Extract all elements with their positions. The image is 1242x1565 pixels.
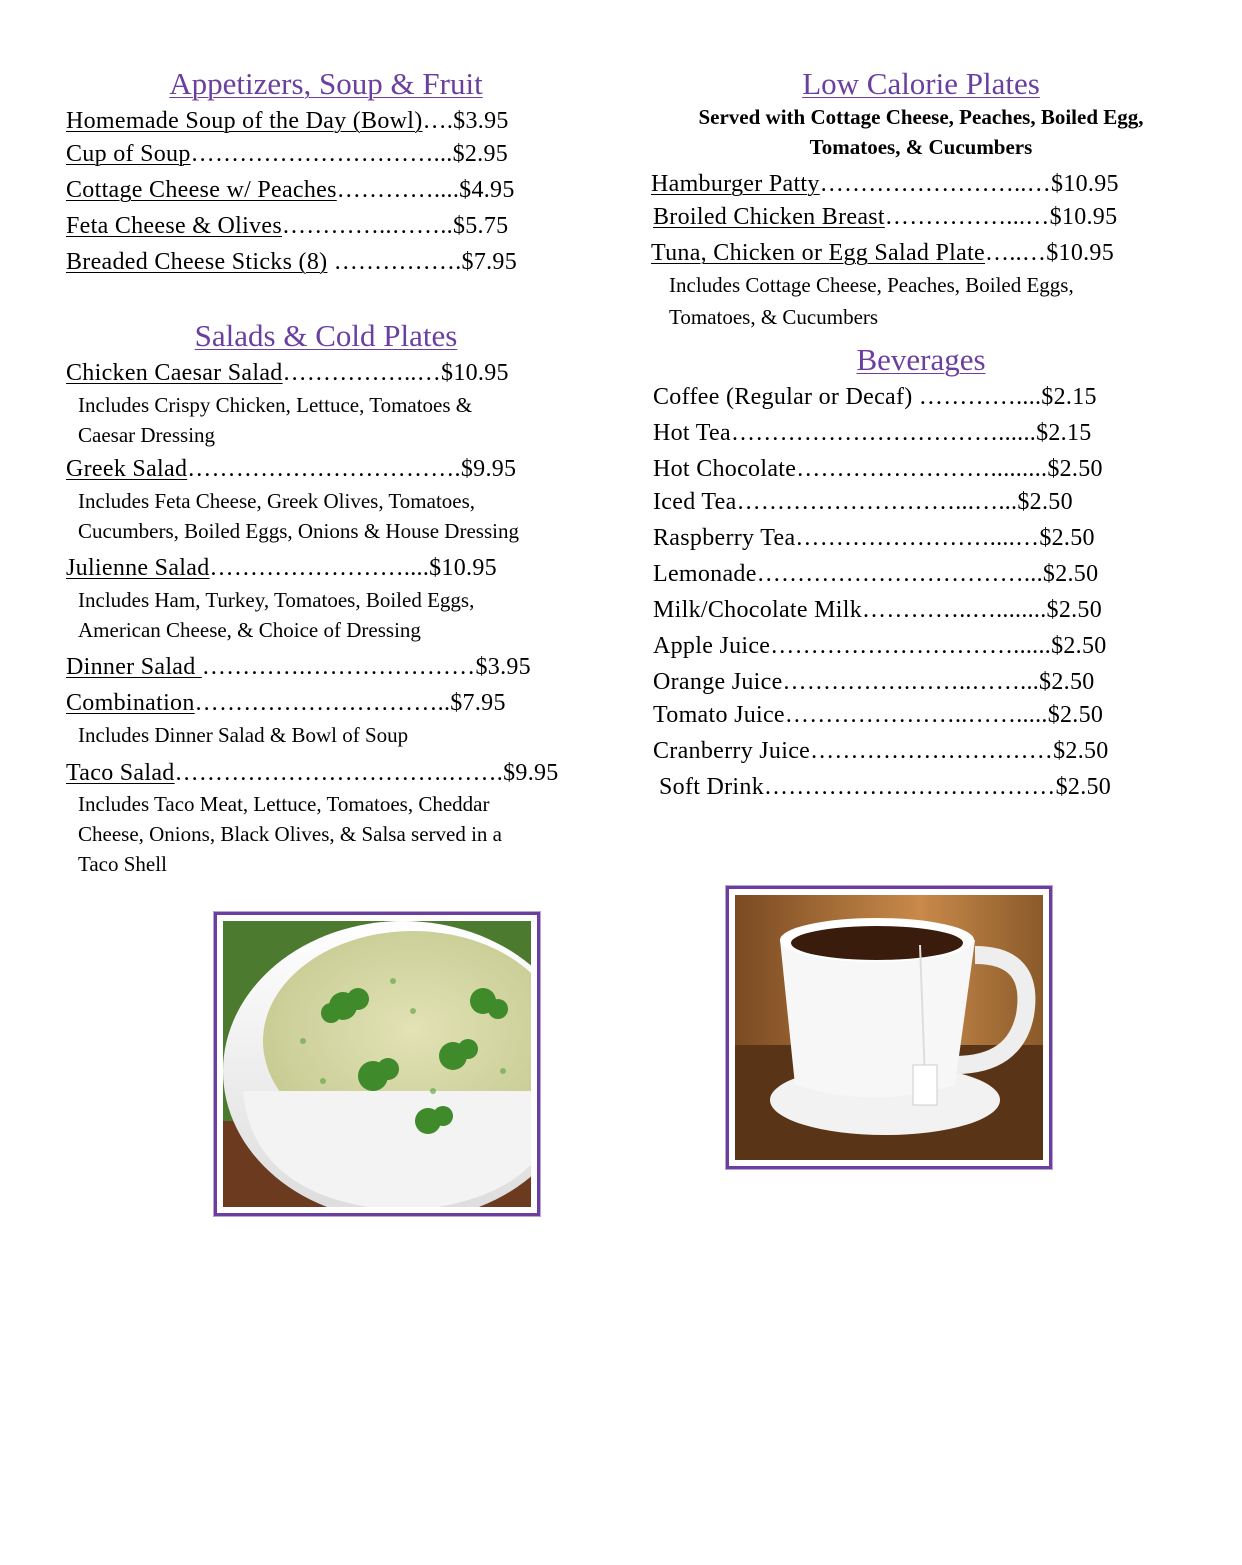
- price: $3.95: [453, 108, 509, 134]
- item-description: Includes Cottage Cheese, Peaches, Boiled Eggs,: [669, 273, 1074, 297]
- salads-title: Salads & Cold Plates: [194, 318, 458, 353]
- menu-item: Feta Cheese & Olives…………..……..$5.75: [66, 213, 509, 239]
- soup-bowl-photo: [223, 921, 531, 1207]
- low-calorie-title: Low Calorie Plates: [802, 66, 1040, 101]
- menu-item: Dinner Salad ………….…………………$3.95: [66, 654, 531, 680]
- price: $2.50: [1042, 561, 1099, 587]
- item-description: Taco Shell: [78, 852, 167, 876]
- menu-item: Chicken Caesar Salad……………..…$10.95: [66, 360, 509, 386]
- menu-item: Iced Tea………………………...…...$2.50: [653, 489, 1073, 515]
- menu-item: Combination…………………………..$7.95: [66, 690, 506, 716]
- price: $2.50: [1047, 702, 1104, 728]
- tea-cup-illustration: [735, 895, 1043, 1160]
- price: $2.50: [1046, 597, 1103, 623]
- menu-item: Homemade Soup of the Day (Bowl)….$3.95: [66, 108, 509, 134]
- item-description: Includes Taco Meat, Lettuce, Tomatoes, Cheddar: [78, 792, 490, 816]
- menu-item: Orange Juice…………….……..……...$2.50: [653, 669, 1095, 695]
- price: $2.95: [452, 141, 509, 167]
- item-description: Cheese, Onions, Black Olives, & Salsa served in a: [78, 822, 502, 846]
- menu-item: Cranberry Juice…………………………$2.50: [653, 738, 1109, 764]
- menu-item: Tomato Juice…………………..…….....$2.50: [653, 702, 1104, 728]
- price: $7.95: [461, 249, 518, 275]
- price: $2.50: [1047, 456, 1103, 482]
- menu-item: Taco Salad…………………………….…….$9.95: [66, 760, 559, 786]
- menu-item: Tuna, Chicken or Egg Salad Plate…..…$10.95: [651, 240, 1115, 266]
- price: $2.50: [1039, 525, 1095, 551]
- price: $3.95: [475, 654, 531, 680]
- price: $10.95: [1049, 204, 1118, 230]
- tea-cup-photo: [735, 895, 1043, 1160]
- menu-item: Milk/Chocolate Milk…………..…........$2.50: [653, 597, 1103, 623]
- menu-item: Cup of Soup…………………………...$2.95: [66, 141, 509, 167]
- price: $2.50: [1053, 738, 1109, 764]
- item-description: Tomatoes, & Cucumbers: [669, 305, 879, 329]
- price: $9.95: [503, 760, 559, 786]
- price: $7.95: [450, 690, 506, 716]
- appetizers-title: Appetizers, Soup & Fruit: [169, 66, 483, 101]
- price: $2.50: [1017, 489, 1073, 515]
- menu-item: Greek Salad…………………………….$9.95: [66, 456, 517, 482]
- low-calorie-subtitle: Served with Cottage Cheese, Peaches, Boiled Egg,: [698, 105, 1144, 129]
- menu-item: Hot Tea……………………………......$2.15: [653, 420, 1092, 446]
- menu-item: Cottage Cheese w/ Peaches…………....$4.95: [66, 177, 515, 203]
- item-description: American Cheese, & Choice of Dressing: [78, 618, 421, 642]
- menu-item: Broiled Chicken Breast……………...…$10.95: [653, 204, 1118, 230]
- item-description: Includes Crispy Chicken, Lettuce, Tomatoes &: [78, 393, 473, 417]
- price: $10.95: [441, 360, 509, 386]
- menu-item: Lemonade……………………………...$2.50: [653, 561, 1099, 587]
- menu-item: Apple Juice…………………………......$2.50: [653, 633, 1107, 659]
- item-description: Includes Ham, Turkey, Tomatoes, Boiled Eggs,: [78, 588, 475, 612]
- price: $10.95: [1051, 171, 1119, 197]
- menu-item: Coffee (Regular or Decaf) …………....$2.15: [653, 384, 1097, 410]
- price: $5.75: [452, 213, 509, 239]
- price: $9.95: [460, 456, 517, 482]
- menu-item: Hamburger Patty……………………..…$10.95: [651, 171, 1119, 197]
- menu-item: Raspberry Tea……………………....…$2.50: [653, 525, 1095, 551]
- price: $2.50: [1039, 669, 1095, 695]
- item-description: Includes Feta Cheese, Greek Olives, Tomatoes,: [78, 489, 476, 513]
- price: $2.15: [1036, 420, 1092, 446]
- price: $4.95: [459, 177, 515, 203]
- price: $2.50: [1051, 633, 1107, 659]
- menu-item: Julienne Salad……………………....$10.95: [66, 555, 497, 581]
- price: $2.50: [1055, 774, 1112, 800]
- item-description: Caesar Dressing: [78, 423, 216, 447]
- price: $2.15: [1041, 384, 1097, 410]
- price: $10.95: [429, 555, 497, 581]
- soup-photo-frame: [214, 912, 540, 1216]
- item-description: Cucumbers, Boiled Eggs, Onions & House Dressing: [78, 519, 519, 543]
- item-description: Includes Dinner Salad & Bowl of Soup: [78, 723, 409, 747]
- menu-item: Hot Chocolate…………………….........$2.50: [653, 456, 1103, 482]
- menu-item: Breaded Cheese Sticks (8) …………….$7.95: [66, 249, 518, 275]
- soup-bowl-illustration: [223, 921, 531, 1207]
- low-calorie-subtitle: Tomatoes, & Cucumbers: [809, 135, 1033, 159]
- tea-photo-frame: [726, 886, 1052, 1169]
- price: $10.95: [1046, 240, 1115, 266]
- menu-item: Soft Drink………………………………$2.50: [659, 774, 1112, 800]
- beverages-title: Beverages: [856, 342, 986, 377]
